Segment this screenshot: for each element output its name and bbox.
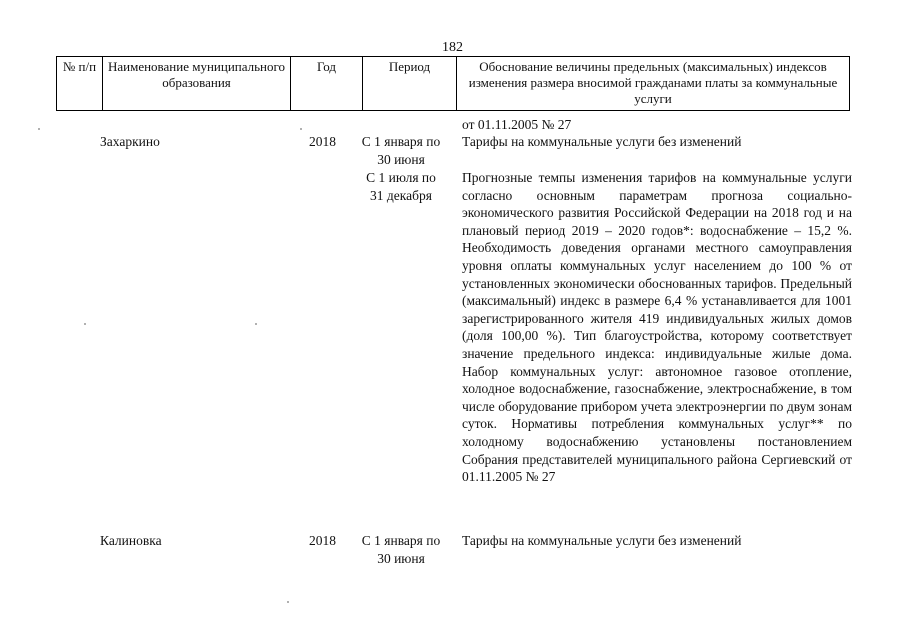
row-municipality: Калиновка — [100, 533, 162, 548]
header-period: Период — [363, 57, 457, 111]
continuation-text: от 01.11.2005 № 27 — [462, 117, 572, 132]
scan-speck — [287, 601, 289, 603]
row-period-second-half: С 1 июля по 31 декабря — [366, 170, 436, 203]
row-year: 2018 — [309, 134, 336, 149]
row-basis-first-half: Тарифы на коммунальные услуги без изменений — [462, 533, 742, 548]
scan-speck — [38, 128, 40, 130]
table-header — [56, 56, 850, 111]
scan-speck — [300, 128, 302, 130]
header-municipality: Наименование муниципального образования — [103, 57, 291, 111]
header-num: № п/п — [57, 57, 103, 111]
row-basis-first-half: Тарифы на коммунальные услуги без изменений — [462, 134, 742, 149]
header-basis: Обоснование величины предельных (максимальных) индексов изменения размера вносимой гражданами платы за коммунальные услуги — [457, 57, 850, 111]
scan-speck — [84, 323, 86, 325]
basis-paragraph: Прогнозные темпы изменения тарифов на коммунальные услуги согласно основным параметрам прогноза социально-экономического развития Российской Федерации на 2018 год и на плановый период 2019 – 2020 годов*: водоснабжение – 15,2 %. Необходимость доведения органами местного самоуправления уровня оплаты коммунальных услуг населением до 100 % от установленных экономически обоснованных тарифов. Предельный (максимальный) индекс в размере 6,4 % устанавливается для 1001 зарегистрированного жителя 419 индивидуальных жилых домов (доля 100,00 %). Тип благоустройства, которому соответствует значение предельного индекса: индивидуальные жилые дома. Набор коммунальных услуг: автономное газовое отопление, холодное водоснабжение, газоснабжение, электроснабжение, в том числе оборудование прибором учета электроэнергии по двум зонам суток. Нормативы потребления коммунальных услуг** по холодному водоснабжению установлены постановлением Собрания представителей муниципального района Сергиевский от 01.11.2005 № 27 — [462, 170, 852, 485]
scan-speck — [255, 323, 257, 325]
row-municipality: Захаркино — [100, 134, 160, 149]
row-year: 2018 — [309, 533, 336, 548]
row-period-first-half: С 1 января по 30 июня — [361, 134, 441, 167]
row-basis-second-half — [462, 169, 852, 486]
row-period-first-half: С 1 января по 30 июня — [361, 533, 441, 566]
header-year: Год — [291, 57, 363, 111]
page-number: 182 — [442, 40, 463, 55]
